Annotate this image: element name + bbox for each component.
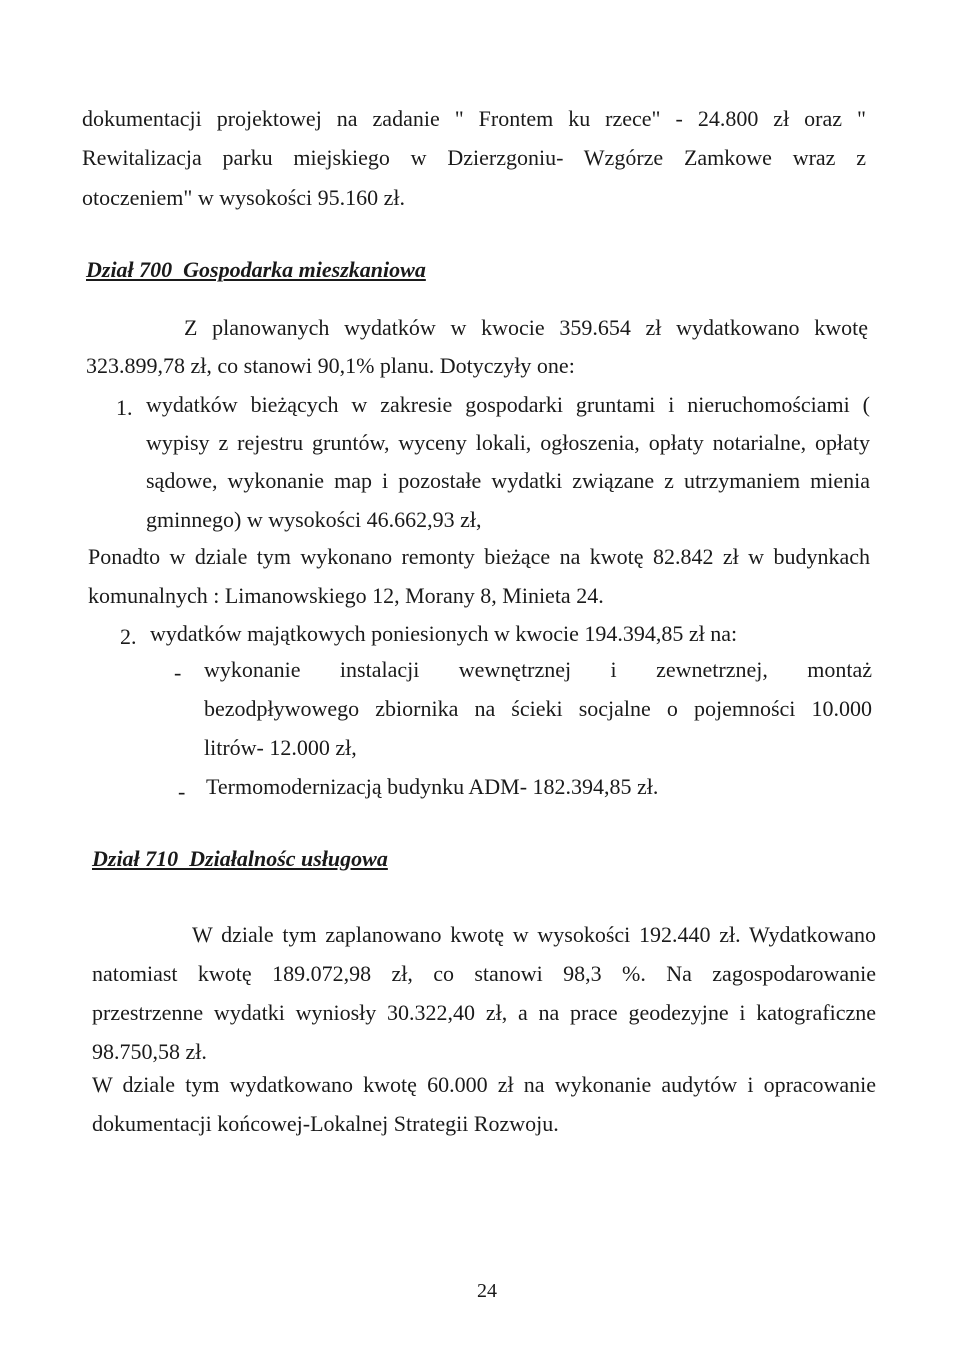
section-700-para-line-1: Z planowanych wydatków w kwocie 359.654 zł wydatkowano kwotę [184, 315, 868, 340]
item-2-number: 2. [120, 624, 137, 649]
item-2-line-1: wydatków majątkowych poniesionych w kwocie 194.394,85 zł na: [150, 621, 738, 646]
intro-line-2: Rewitalizacja parku miejskiego w Dzierzgoniu- Wzgórze Zamkowe wraz z [82, 145, 866, 170]
section-710-para-line-3: przestrzenne wydatki wyniosły 30.322,40 zł, a na prace geodezyjne i katograficzne [92, 1000, 876, 1025]
item-1-line-1: wydatków bieżących w zakresie gospodarki gruntami i nieruchomościami ( [146, 392, 870, 417]
section-710-heading: Dział 710 Działalnośc usługowa [92, 846, 388, 871]
section-710-para2-line-2: dokumentacji końcowej-Lokalnej Strategii Rozwoju. [92, 1111, 559, 1136]
item-1-line-3: sądowe, wykonanie map i pozostałe wydatki związane z utrzymaniem mienia [146, 468, 870, 493]
sub-item-1-line-2: bezodpływowego zbiornika na ścieki socjalne o pojemności 10.000 [204, 696, 872, 721]
sub-item-1-line-3: litrów- 12.000 zł, [204, 735, 357, 760]
dash-bullet-1: - [174, 660, 182, 685]
sub-item-1-line-1: wykonanie instalacji wewnętrznej i zewnetrznej, montaż [204, 657, 872, 682]
sub-item-2-line-1: Termomodernizacją budynku ADM- 182.394,85 zł. [206, 774, 659, 799]
ponadto-line-2: komunalnych : Limanowskiego 12, Morany 8, Minieta 24. [88, 583, 604, 608]
item-1-number: 1. [116, 395, 133, 420]
page-number: 24 [477, 1280, 497, 1302]
section-700-heading: Dział 700 Gospodarka mieszkaniowa [86, 257, 426, 282]
section-700-para-line-2: 323.899,78 zł, co stanowi 90,1% planu. Dotyczyły one: [86, 353, 575, 378]
section-710-para-line-2: natomiast kwotę 189.072,98 zł, co stanowi 98,3 %. Na zagospodarowanie [92, 961, 876, 986]
dash-bullet-2: - [178, 779, 186, 804]
section-710-para-line-4: 98.750,58 zł. [92, 1039, 207, 1064]
item-1-line-2: wypisy z rejestru gruntów, wyceny lokali, ogłoszenia, opłaty notarialne, opłaty [146, 430, 870, 455]
section-710-para2-line-1: W dziale tym wydatkowano kwotę 60.000 zł na wykonanie audytów i opracowanie [92, 1072, 876, 1097]
intro-line-1: dokumentacji projektowej na zadanie " Frontem ku rzece" - 24.800 zł oraz " [82, 106, 866, 131]
ponadto-line-1: Ponadto w dziale tym wykonano remonty bieżące na kwotę 82.842 zł w budynkach [88, 544, 870, 569]
item-1-line-4: gminnego) w wysokości 46.662,93 zł, [146, 507, 482, 532]
intro-line-3: otoczeniem" w wysokości 95.160 zł. [82, 185, 406, 210]
section-710-para-line-1: W dziale tym zaplanowano kwotę w wysokości 192.440 zł. Wydatkowano [192, 922, 876, 947]
